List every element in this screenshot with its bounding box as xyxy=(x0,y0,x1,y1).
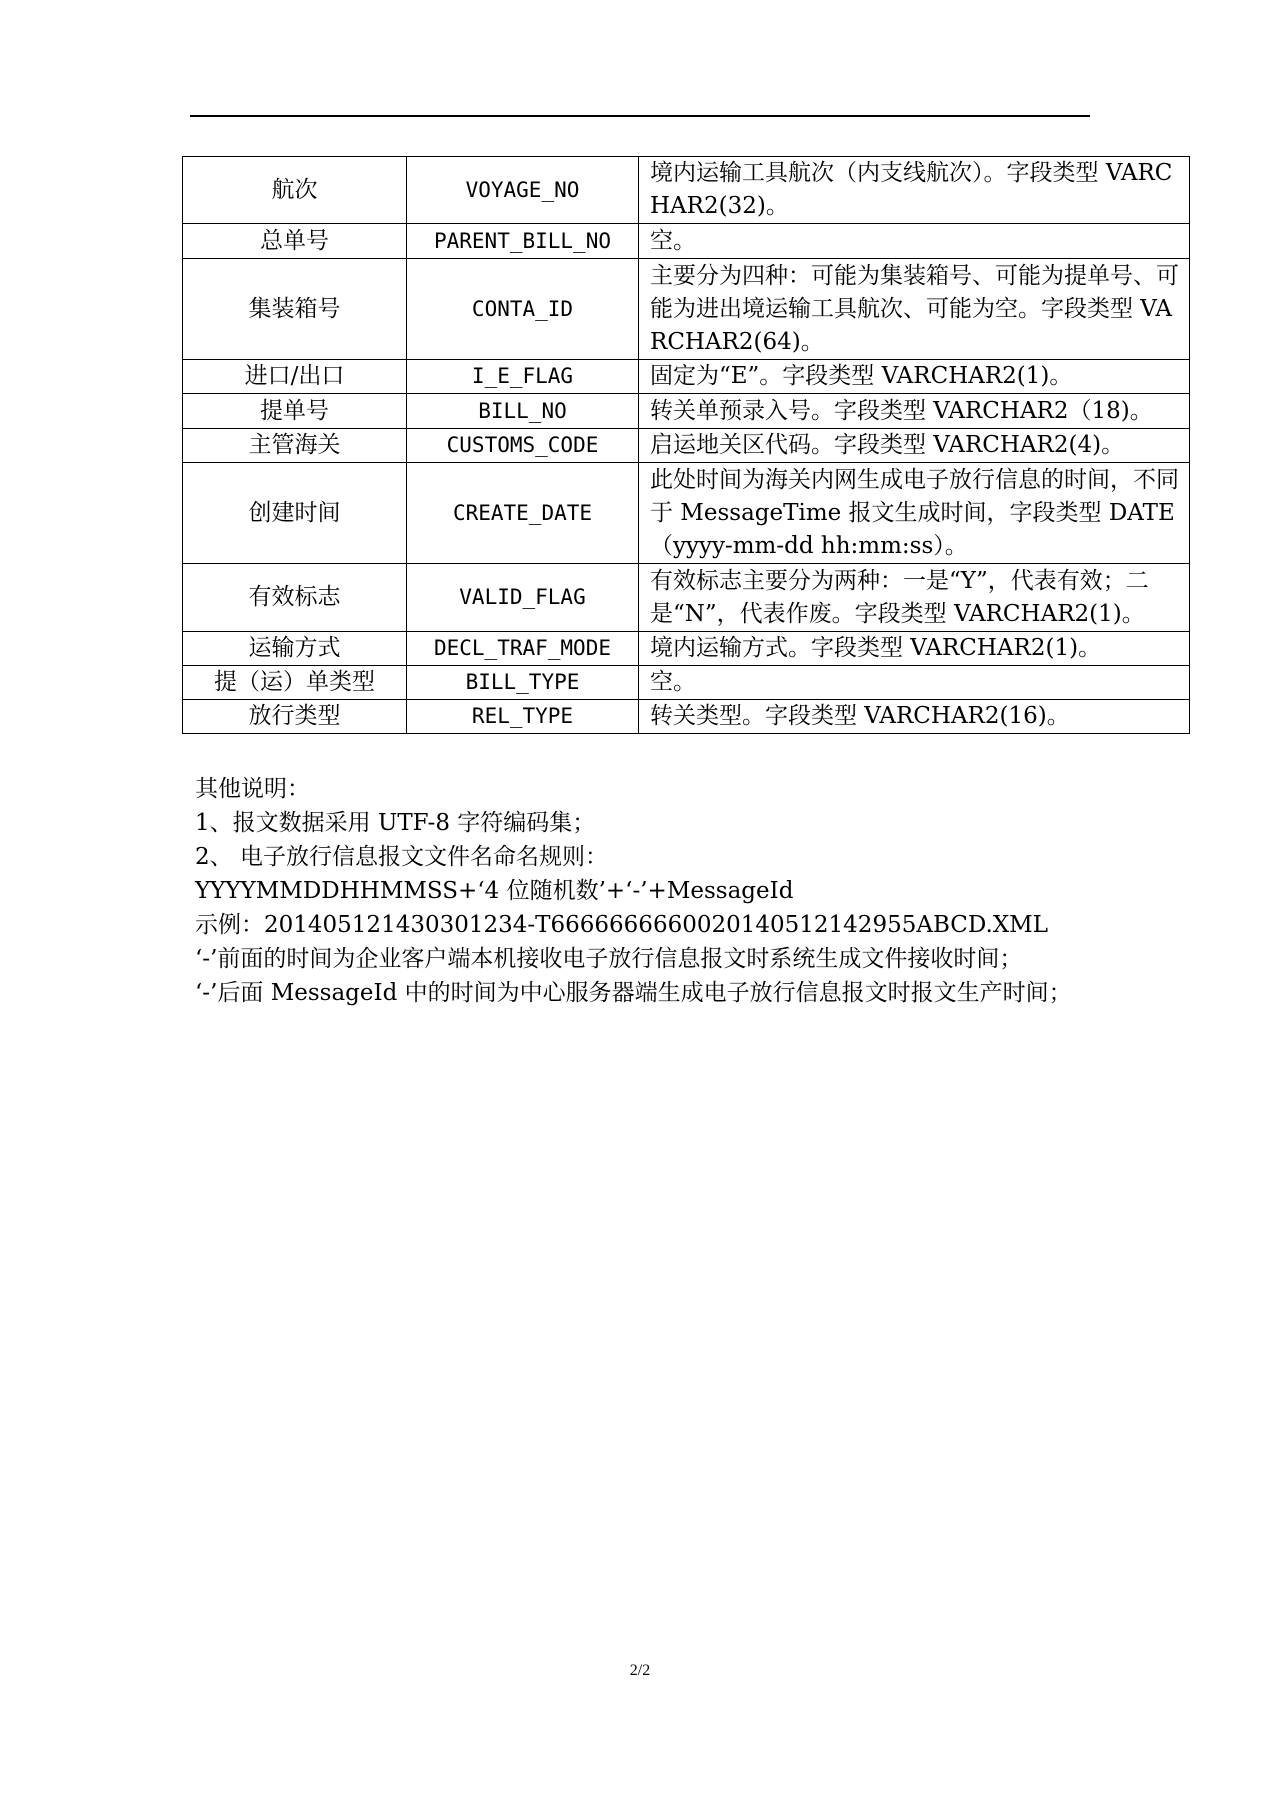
field-name: 有效标志 xyxy=(183,564,407,632)
field-name: 提（运）单类型 xyxy=(183,666,407,700)
field-name: 运输方式 xyxy=(183,632,407,666)
field-code: I_E_FLAG xyxy=(407,360,639,394)
notes-section xyxy=(195,772,1095,1010)
field-description: 启运地关区代码。字段类型 VARCHAR2(4)。 xyxy=(639,429,1190,463)
table-row xyxy=(183,700,1190,734)
header-rule xyxy=(190,115,1090,117)
field-description: 有效标志主要分为两种：一是“Y”，代表有效；二是“N”，代表作废。字段类型 VARCHAR2(1)。 xyxy=(639,564,1190,632)
field-description: 境内运输工具航次（内支线航次）。字段类型 VARCHAR2(32)。 xyxy=(639,157,1190,224)
field-code: BILL_NO xyxy=(407,394,639,429)
field-code: VOYAGE_NO xyxy=(407,157,639,224)
field-name: 进口/出口 xyxy=(183,360,407,394)
note-filename-pattern: YYYYMMDDHHMMSS+‘4 位随机数’+‘-’+MessageId xyxy=(195,878,794,904)
field-name: 集装箱号 xyxy=(183,259,407,360)
field-description: 空。 xyxy=(639,666,1190,700)
field-description: 转关类型。字段类型 VARCHAR2(16)。 xyxy=(639,700,1190,734)
field-code: CREATE_DATE xyxy=(407,463,639,564)
table-row xyxy=(183,429,1190,463)
field-description: 主要分为四种：可能为集装箱号、可能为提单号、可能为进出境运输工具航次、可能为空。字段类型 VARCHAR2(64)。 xyxy=(639,259,1190,360)
field-definition-table xyxy=(182,156,1190,734)
field-name: 总单号 xyxy=(183,224,407,259)
table-row xyxy=(183,360,1190,394)
table-row xyxy=(183,463,1190,564)
field-description: 空。 xyxy=(639,224,1190,259)
field-name: 航次 xyxy=(183,157,407,224)
table-row xyxy=(183,666,1190,700)
table-row xyxy=(183,157,1190,224)
table-row xyxy=(183,632,1190,666)
field-name: 主管海关 xyxy=(183,429,407,463)
note-encoding: 1、报文数据采用 UTF-8 字符编码集； xyxy=(195,810,596,836)
field-description: 此处时间为海关内网生成电子放行信息的时间，不同于 MessageTime 报文生成时间，字段类型 DATE（yyyy-mm-dd hh:mm:ss）。 xyxy=(639,463,1190,564)
field-code: VALID_FLAG xyxy=(407,564,639,632)
field-description: 固定为“E”。字段类型 VARCHAR2(1)。 xyxy=(639,360,1190,394)
note-filename-example: 示例：201405121430301234-T6666666660020140512142955ABCD.XML xyxy=(195,912,1049,938)
field-description: 转关单预录入号。字段类型 VARCHAR2（18)。 xyxy=(639,394,1190,429)
field-code: REL_TYPE xyxy=(407,700,639,734)
field-name: 放行类型 xyxy=(183,700,407,734)
table-row xyxy=(183,224,1190,259)
field-name: 创建时间 xyxy=(183,463,407,564)
field-code: CUSTOMS_CODE xyxy=(407,429,639,463)
field-description: 境内运输方式。字段类型 VARCHAR2(1)。 xyxy=(639,632,1190,666)
page-number: 2/2 xyxy=(629,1662,651,1679)
field-code: BILL_TYPE xyxy=(407,666,639,700)
field-code: DECL_TRAF_MODE xyxy=(407,632,639,666)
note-messageid-time: ‘-’后面 MessageId 中的时间为中心服务器端生成电子放行信息报文时报文生产时间； xyxy=(195,980,1072,1006)
table-row xyxy=(183,259,1190,360)
field-code: PARENT_BILL_NO xyxy=(407,224,639,259)
table-row xyxy=(183,564,1190,632)
note-prefix-time: ‘-’前面的时间为企业客户端本机接收电子放行信息报文时系统生成文件接收时间； xyxy=(195,946,1023,972)
field-name: 提单号 xyxy=(183,394,407,429)
notes-title: 其他说明： xyxy=(195,776,310,802)
note-filename-rule: 2、 电子放行信息报文文件名命名规则： xyxy=(195,844,608,870)
table-row xyxy=(183,394,1190,429)
field-code: CONTA_ID xyxy=(407,259,639,360)
